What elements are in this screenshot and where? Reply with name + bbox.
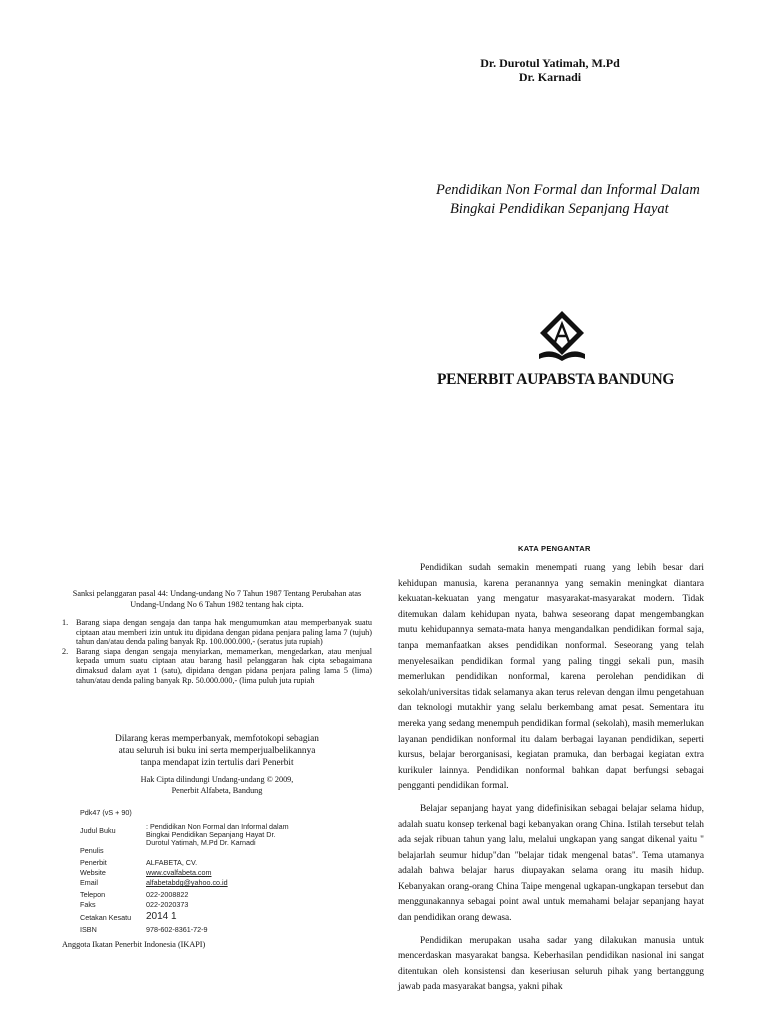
judul-label: Judul Buku: [80, 826, 116, 835]
judul-value-line-1: : Pendidikan Non Formal dan Informal dalam: [146, 822, 289, 831]
author-2: Dr. Karnadi: [518, 70, 582, 84]
warning-line-1: Dilarang keras memperbanyak, memfotokopi sebagian: [115, 734, 319, 744]
penerbit-label: Penerbit: [80, 858, 107, 867]
paragraph-3: Pendidikan merupakan usaha sadar yang dilakukan manusia untuk mencerdaskan masyarakat bangsa. Keberhasilan pendidikan nasional ini sangat ditentukan oleh konsistensi dan keseriusan seluruh pihak yang bertanggung jawab pada masyarakat bangsa, yakni pihak: [398, 935, 704, 993]
faks-value: 022-2020373: [146, 900, 189, 909]
author-1: Dr. Durotul Yatimah, M.Pd: [480, 56, 620, 70]
paragraph-2: Belajar sepanjang hayat yang didefinisikan sebagai belajar selama hidup, adalah suatu konsep terkenal bagi kebanyakan orang China. Istilah tersebut telah ada sejak ribuan tahun yang lalu, melalui ungkapan yang sangat dikenal yaitu " belajarlah seumur hidup"dan "belajar tidak mengenal batas". Tema utamanya adalah bahwa belajar harus diupayakan selama orang itu masih hidup. Kebanyakan orang-orang China Taipe mengenal ugkapan-ungkapan tersebut dan menggunakannya sebagai point awal untuk memahami belajar sepanjang hayat dan pendidikan orang dewasa.: [398, 803, 704, 924]
warning-line-3: tanpa mendapat izin tertulis dari Penerbit: [140, 758, 294, 768]
copyright-line-1: Hak Cipta dilindungi Undang-undang © 2009,: [140, 775, 294, 784]
penulis-label: Penulis: [80, 846, 104, 855]
catalog-code: Pdk47 (vS + 90): [80, 808, 132, 817]
sanksi-item-number: 1.: [62, 618, 69, 627]
copyright-notice: [62, 775, 372, 796]
judul-value-line-2: Bingkai Pendidikan Sepanjang Hayat Dr.: [146, 830, 276, 839]
judul-value-line-3: Durotul Yatimah, M.Pd Dr. Karnadi: [146, 838, 256, 847]
isbn-value: 978-602-8361-72-9: [146, 925, 208, 934]
sanksi-item-1: [62, 618, 372, 647]
isbn-label: ISBN: [80, 925, 97, 934]
sanksi-item-number: 2.: [62, 646, 69, 656]
copyright-warning: [62, 733, 372, 769]
sanksi-item-2: [62, 647, 372, 685]
ikapi-membership: Anggota Ikatan Penerbit Indonesia (IKAPI): [62, 940, 206, 949]
paragraph-1: Pendidikan sudah semakin menempati ruang yang lebih besar dari kehidupan manusia, karena peranannya yang semakin meningkat diantara kekuatan-kekuatan yang mengatur masyarakat-masyarakat modern. Tidak ditemukan dalam kehidupan nyata, bahwa seseorang dapat mengembangkan mutu kehidupannya semata-mata hanya mengandalkan pendidikan formal saja, tanpa memanfaatkan akses pendidikan nonformal. Seseorang yang telah menyelesaikan pendidikan formal yang paling tinggi sekali pun, masih memerlukan pendidikan nonformal, karena perolehan pendidikan di sekolah/universitas tidak selamanya akan terus relevan dengan ilmu pengetahuan dan teknologi mutakhir yang selalu berkembang amat pesat. Sementara itu mereka yang sedang menempuh pendidikan formal (sekolah), masih memerlukan layanan pendidikan nonformal itu dalam berbagai layanan pendidikan, seperti kursus, belajar berorganisasi, kegiatan pramuka, dan berbagai kegiatan extra kurikuler lainnya. Pendidikan nonformal bahkan dapat berfungsi sebagai pengganti pendidikan formal.: [398, 563, 704, 792]
telepon-value: 022-2008822: [146, 890, 189, 899]
sanksi-heading: [62, 589, 372, 610]
cetakan-label: Cetakan Kesatu: [80, 913, 132, 922]
book-title-line-1: Pendidikan Non Formal dan Informal Dalam: [436, 182, 700, 198]
authors-block: [430, 56, 670, 84]
copyright-line-2: Penerbit Alfabeta, Bandung: [171, 785, 263, 795]
sanksi-heading-line-1: Sanksi pelanggaran pasal 44: Undang-undang No 7 Tahun 1987 Tentang Perubahan atas: [72, 589, 362, 598]
kata-pengantar-body: [398, 561, 704, 1003]
website-label: Website: [80, 868, 106, 877]
website-link[interactable]: www.cvalfabeta.com: [146, 868, 212, 877]
sanksi-list: [62, 618, 372, 685]
book-title: [436, 181, 736, 219]
sanksi-heading-line-2: Undang-Undang No 6 Tahun 1982 tentang hak cipta.: [130, 599, 304, 609]
cetakan-value: 2014 1: [146, 911, 177, 922]
telepon-label: Telepon: [80, 890, 106, 899]
warning-line-2: atau seluruh isi buku ini serta memperjualbelikannya: [118, 746, 316, 756]
sanksi-item-text: Barang siapa dengan sengaja menyiarkan, memamerkan, mengedarkan, atau menjual kepada umum suatu ciptaan atau barang hasil pelanggaran hak cipta sebagaimana dimaksud dalam ayat 1 (satu), dipidana dengan pidana penjara paling lama 5 (lima) tahun/atau denda paling banyak Rp. 50.000.000,- (lima puluh juta rupiah: [76, 646, 372, 685]
sanksi-item-text: Barang siapa dengan sengaja dan tanpa hak mengumumkan atau memperbanyak suatu ciptaan atau memberi izin untuk itu dipidana dengan pidana penjara paling lama 7 (tujuh) tahun dan/atau denda paling banyak Rp. 100.000.000,- (seratus juta rupiah): [76, 618, 372, 647]
kata-pengantar-heading: KATA PENGANTAR: [518, 544, 591, 553]
book-title-line-2: Bingkai Pendidikan Sepanjang Hayat: [450, 201, 669, 217]
email-link[interactable]: alfabetabdg@yahoo.co.id: [146, 878, 228, 887]
email-label: Email: [80, 878, 98, 887]
faks-label: Faks: [80, 900, 96, 909]
publisher-name: PENERBIT AUPABSTA BANDUNG: [437, 371, 675, 388]
penerbit-value: ALFABETA, CV.: [146, 858, 198, 867]
publisher-logo-icon: [537, 310, 587, 362]
